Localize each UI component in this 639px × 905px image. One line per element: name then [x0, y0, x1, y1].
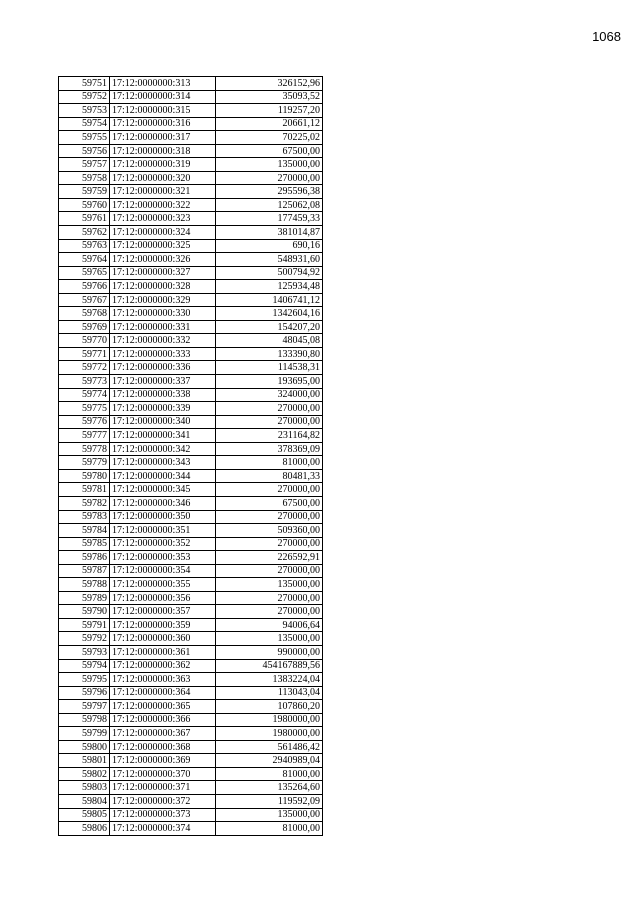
- table-row: [59, 144, 323, 158]
- table-row: [59, 767, 323, 781]
- row-number-cell: 59765: [59, 266, 110, 280]
- cadastral-value-cell: 20661,12: [216, 117, 323, 131]
- row-number-cell: 59771: [59, 347, 110, 361]
- row-number-cell: 59784: [59, 524, 110, 538]
- row-number-cell: 59791: [59, 618, 110, 632]
- cadastral-number-cell: 17:12:0000000:330: [110, 307, 216, 321]
- row-number-cell: 59790: [59, 605, 110, 619]
- cadastral-number-cell: 17:12:0000000:368: [110, 740, 216, 754]
- cadastral-value-cell: 381014,87: [216, 226, 323, 240]
- table-row: [59, 700, 323, 714]
- cadastral-number-cell: 17:12:0000000:321: [110, 185, 216, 199]
- row-number-cell: 59779: [59, 456, 110, 470]
- table-row: [59, 564, 323, 578]
- cadastral-value-cell: 226592,91: [216, 551, 323, 565]
- cadastral-number-cell: 17:12:0000000:357: [110, 605, 216, 619]
- cadastral-value-cell: 270000,00: [216, 564, 323, 578]
- table-row: [59, 185, 323, 199]
- cadastral-number-cell: 17:12:0000000:345: [110, 483, 216, 497]
- cadastral-number-cell: 17:12:0000000:369: [110, 754, 216, 768]
- table-row: [59, 740, 323, 754]
- cadastral-value-cell: 548931,60: [216, 253, 323, 267]
- cadastral-number-cell: 17:12:0000000:313: [110, 77, 216, 91]
- cadastral-value-cell: 154207,20: [216, 320, 323, 334]
- table-row: [59, 483, 323, 497]
- row-number-cell: 59792: [59, 632, 110, 646]
- cadastral-value-table: [58, 76, 323, 836]
- cadastral-number-cell: 17:12:0000000:367: [110, 727, 216, 741]
- cadastral-value-cell: 2940989,04: [216, 754, 323, 768]
- cadastral-number-cell: 17:12:0000000:337: [110, 375, 216, 389]
- cadastral-number-cell: 17:12:0000000:360: [110, 632, 216, 646]
- cadastral-value-cell: 509360,00: [216, 524, 323, 538]
- row-number-cell: 59789: [59, 591, 110, 605]
- cadastral-value-cell: 67500,00: [216, 144, 323, 158]
- table-row: [59, 794, 323, 808]
- cadastral-number-cell: 17:12:0000000:351: [110, 524, 216, 538]
- row-number-cell: 59799: [59, 727, 110, 741]
- cadastral-number-cell: 17:12:0000000:354: [110, 564, 216, 578]
- cadastral-value-cell: 81000,00: [216, 822, 323, 836]
- cadastral-number-cell: 17:12:0000000:319: [110, 158, 216, 172]
- cadastral-value-cell: 80481,33: [216, 469, 323, 483]
- cadastral-value-cell: 107860,20: [216, 700, 323, 714]
- cadastral-value-cell: 326152,96: [216, 77, 323, 91]
- table-row: [59, 212, 323, 226]
- row-number-cell: 59781: [59, 483, 110, 497]
- table-row: [59, 808, 323, 822]
- cadastral-value-cell: 270000,00: [216, 415, 323, 429]
- row-number-cell: 59768: [59, 307, 110, 321]
- cadastral-value-cell: 500794,92: [216, 266, 323, 280]
- row-number-cell: 59785: [59, 537, 110, 551]
- cadastral-value-cell: 94006,64: [216, 618, 323, 632]
- row-number-cell: 59788: [59, 578, 110, 592]
- table-row: [59, 320, 323, 334]
- row-number-cell: 59806: [59, 822, 110, 836]
- cadastral-value-cell: 135000,00: [216, 632, 323, 646]
- cadastral-value-cell: 1406741,12: [216, 293, 323, 307]
- table-row: [59, 131, 323, 145]
- table-row: [59, 673, 323, 687]
- cadastral-value-cell: 1980000,00: [216, 727, 323, 741]
- cadastral-value-cell: 561486,42: [216, 740, 323, 754]
- table-row: [59, 632, 323, 646]
- row-number-cell: 59757: [59, 158, 110, 172]
- cadastral-value-cell: 114538,31: [216, 361, 323, 375]
- table-body: [59, 77, 323, 836]
- row-number-cell: 59777: [59, 429, 110, 443]
- row-number-cell: 59773: [59, 375, 110, 389]
- row-number-cell: 59772: [59, 361, 110, 375]
- cadastral-value-cell: 135264,60: [216, 781, 323, 795]
- table-row: [59, 510, 323, 524]
- row-number-cell: 59767: [59, 293, 110, 307]
- cadastral-value-cell: 990000,00: [216, 645, 323, 659]
- cadastral-number-cell: 17:12:0000000:318: [110, 144, 216, 158]
- cadastral-value-cell: 1342604,16: [216, 307, 323, 321]
- cadastral-value-cell: 231164,82: [216, 429, 323, 443]
- table-row: [59, 171, 323, 185]
- row-number-cell: 59802: [59, 767, 110, 781]
- row-number-cell: 59758: [59, 171, 110, 185]
- table-row: [59, 402, 323, 416]
- table-row: [59, 442, 323, 456]
- table-row: [59, 266, 323, 280]
- table-row: [59, 77, 323, 91]
- row-number-cell: 59760: [59, 198, 110, 212]
- row-number-cell: 59755: [59, 131, 110, 145]
- table-row: [59, 280, 323, 294]
- cadastral-number-cell: 17:12:0000000:374: [110, 822, 216, 836]
- row-number-cell: 59783: [59, 510, 110, 524]
- cadastral-number-cell: 17:12:0000000:320: [110, 171, 216, 185]
- cadastral-number-cell: 17:12:0000000:346: [110, 496, 216, 510]
- table-row: [59, 618, 323, 632]
- cadastral-value-cell: 135000,00: [216, 578, 323, 592]
- row-number-cell: 59754: [59, 117, 110, 131]
- cadastral-number-cell: 17:12:0000000:338: [110, 388, 216, 402]
- cadastral-number-cell: 17:12:0000000:372: [110, 794, 216, 808]
- table-row: [59, 415, 323, 429]
- table-row: [59, 524, 323, 538]
- cadastral-value-cell: 378369,09: [216, 442, 323, 456]
- table-row: [59, 361, 323, 375]
- cadastral-value-cell: 81000,00: [216, 767, 323, 781]
- row-number-cell: 59753: [59, 104, 110, 118]
- cadastral-number-cell: 17:12:0000000:361: [110, 645, 216, 659]
- cadastral-number-cell: 17:12:0000000:343: [110, 456, 216, 470]
- table-row: [59, 551, 323, 565]
- table-row: [59, 822, 323, 836]
- cadastral-value-cell: 125062,08: [216, 198, 323, 212]
- row-number-cell: 59780: [59, 469, 110, 483]
- cadastral-number-cell: 17:12:0000000:365: [110, 700, 216, 714]
- table-row: [59, 293, 323, 307]
- cadastral-value-cell: 270000,00: [216, 591, 323, 605]
- row-number-cell: 59798: [59, 713, 110, 727]
- cadastral-number-cell: 17:12:0000000:316: [110, 117, 216, 131]
- table-row: [59, 605, 323, 619]
- cadastral-number-cell: 17:12:0000000:315: [110, 104, 216, 118]
- cadastral-value-cell: 270000,00: [216, 483, 323, 497]
- cadastral-number-cell: 17:12:0000000:333: [110, 347, 216, 361]
- row-number-cell: 59796: [59, 686, 110, 700]
- cadastral-number-cell: 17:12:0000000:373: [110, 808, 216, 822]
- cadastral-number-cell: 17:12:0000000:340: [110, 415, 216, 429]
- cadastral-value-cell: 454167889,56: [216, 659, 323, 673]
- row-number-cell: 59786: [59, 551, 110, 565]
- cadastral-number-cell: 17:12:0000000:326: [110, 253, 216, 267]
- table-row: [59, 347, 323, 361]
- row-number-cell: 59759: [59, 185, 110, 199]
- row-number-cell: 59761: [59, 212, 110, 226]
- page-number: 1068: [592, 29, 621, 44]
- cadastral-number-cell: 17:12:0000000:322: [110, 198, 216, 212]
- row-number-cell: 59774: [59, 388, 110, 402]
- table-row: [59, 781, 323, 795]
- table-row: [59, 754, 323, 768]
- row-number-cell: 59803: [59, 781, 110, 795]
- cadastral-value-cell: 135000,00: [216, 158, 323, 172]
- cadastral-number-cell: 17:12:0000000:324: [110, 226, 216, 240]
- cadastral-value-cell: 67500,00: [216, 496, 323, 510]
- cadastral-number-cell: 17:12:0000000:363: [110, 673, 216, 687]
- cadastral-value-cell: 1383224,04: [216, 673, 323, 687]
- cadastral-number-cell: 17:12:0000000:355: [110, 578, 216, 592]
- cadastral-value-cell: 270000,00: [216, 171, 323, 185]
- row-number-cell: 59775: [59, 402, 110, 416]
- row-number-cell: 59794: [59, 659, 110, 673]
- table-row: [59, 198, 323, 212]
- row-number-cell: 59763: [59, 239, 110, 253]
- cadastral-value-cell: 1980000,00: [216, 713, 323, 727]
- table-row: [59, 90, 323, 104]
- table-row: [59, 226, 323, 240]
- row-number-cell: 59778: [59, 442, 110, 456]
- cadastral-value-cell: 48045,08: [216, 334, 323, 348]
- row-number-cell: 59793: [59, 645, 110, 659]
- table-row: [59, 388, 323, 402]
- table-row: [59, 496, 323, 510]
- cadastral-value-cell: 81000,00: [216, 456, 323, 470]
- table-row: [59, 104, 323, 118]
- cadastral-number-cell: 17:12:0000000:344: [110, 469, 216, 483]
- row-number-cell: 59764: [59, 253, 110, 267]
- row-number-cell: 59752: [59, 90, 110, 104]
- row-number-cell: 59782: [59, 496, 110, 510]
- row-number-cell: 59800: [59, 740, 110, 754]
- cadastral-number-cell: 17:12:0000000:327: [110, 266, 216, 280]
- table-row: [59, 537, 323, 551]
- table-row: [59, 253, 323, 267]
- cadastral-number-cell: 17:12:0000000:336: [110, 361, 216, 375]
- cadastral-value-cell: 135000,00: [216, 808, 323, 822]
- table-row: [59, 158, 323, 172]
- row-number-cell: 59766: [59, 280, 110, 294]
- cadastral-value-cell: 324000,00: [216, 388, 323, 402]
- cadastral-number-cell: 17:12:0000000:352: [110, 537, 216, 551]
- cadastral-value-cell: 177459,33: [216, 212, 323, 226]
- cadastral-number-cell: 17:12:0000000:339: [110, 402, 216, 416]
- cadastral-number-cell: 17:12:0000000:331: [110, 320, 216, 334]
- cadastral-value-cell: 70225,02: [216, 131, 323, 145]
- cadastral-value-cell: 133390,80: [216, 347, 323, 361]
- row-number-cell: 59776: [59, 415, 110, 429]
- table-row: [59, 578, 323, 592]
- table-row: [59, 307, 323, 321]
- row-number-cell: 59751: [59, 77, 110, 91]
- cadastral-value-cell: 119257,20: [216, 104, 323, 118]
- table-row: [59, 375, 323, 389]
- cadastral-value-cell: 270000,00: [216, 605, 323, 619]
- table-row: [59, 659, 323, 673]
- cadastral-number-cell: 17:12:0000000:317: [110, 131, 216, 145]
- cadastral-number-cell: 17:12:0000000:350: [110, 510, 216, 524]
- cadastral-number-cell: 17:12:0000000:353: [110, 551, 216, 565]
- table-row: [59, 686, 323, 700]
- cadastral-number-cell: 17:12:0000000:359: [110, 618, 216, 632]
- row-number-cell: 59805: [59, 808, 110, 822]
- table-row: [59, 429, 323, 443]
- cadastral-number-cell: 17:12:0000000:314: [110, 90, 216, 104]
- row-number-cell: 59787: [59, 564, 110, 578]
- row-number-cell: 59795: [59, 673, 110, 687]
- table-row: [59, 591, 323, 605]
- row-number-cell: 59770: [59, 334, 110, 348]
- row-number-cell: 59756: [59, 144, 110, 158]
- cadastral-value-cell: 119592,09: [216, 794, 323, 808]
- cadastral-value-cell: 193695,00: [216, 375, 323, 389]
- cadastral-number-cell: 17:12:0000000:323: [110, 212, 216, 226]
- cadastral-number-cell: 17:12:0000000:329: [110, 293, 216, 307]
- table-row: [59, 239, 323, 253]
- table-row: [59, 727, 323, 741]
- cadastral-value-cell: 270000,00: [216, 510, 323, 524]
- table-row: [59, 456, 323, 470]
- cadastral-number-cell: 17:12:0000000:356: [110, 591, 216, 605]
- row-number-cell: 59797: [59, 700, 110, 714]
- cadastral-value-cell: 270000,00: [216, 537, 323, 551]
- cadastral-value-cell: 125934,48: [216, 280, 323, 294]
- cadastral-number-cell: 17:12:0000000:342: [110, 442, 216, 456]
- table-row: [59, 713, 323, 727]
- table-row: [59, 334, 323, 348]
- cadastral-value-cell: 35093,52: [216, 90, 323, 104]
- cadastral-number-cell: 17:12:0000000:332: [110, 334, 216, 348]
- row-number-cell: 59804: [59, 794, 110, 808]
- cadastral-number-cell: 17:12:0000000:328: [110, 280, 216, 294]
- cadastral-number-cell: 17:12:0000000:362: [110, 659, 216, 673]
- cadastral-number-cell: 17:12:0000000:325: [110, 239, 216, 253]
- cadastral-number-cell: 17:12:0000000:341: [110, 429, 216, 443]
- row-number-cell: 59801: [59, 754, 110, 768]
- cadastral-value-cell: 113043,04: [216, 686, 323, 700]
- table-row: [59, 645, 323, 659]
- cadastral-number-cell: 17:12:0000000:366: [110, 713, 216, 727]
- table-row: [59, 117, 323, 131]
- table-row: [59, 469, 323, 483]
- cadastral-number-cell: 17:12:0000000:371: [110, 781, 216, 795]
- cadastral-value-cell: 270000,00: [216, 402, 323, 416]
- cadastral-number-cell: 17:12:0000000:364: [110, 686, 216, 700]
- cadastral-value-cell: 690,16: [216, 239, 323, 253]
- cadastral-number-cell: 17:12:0000000:370: [110, 767, 216, 781]
- row-number-cell: 59769: [59, 320, 110, 334]
- row-number-cell: 59762: [59, 226, 110, 240]
- cadastral-value-cell: 295596,38: [216, 185, 323, 199]
